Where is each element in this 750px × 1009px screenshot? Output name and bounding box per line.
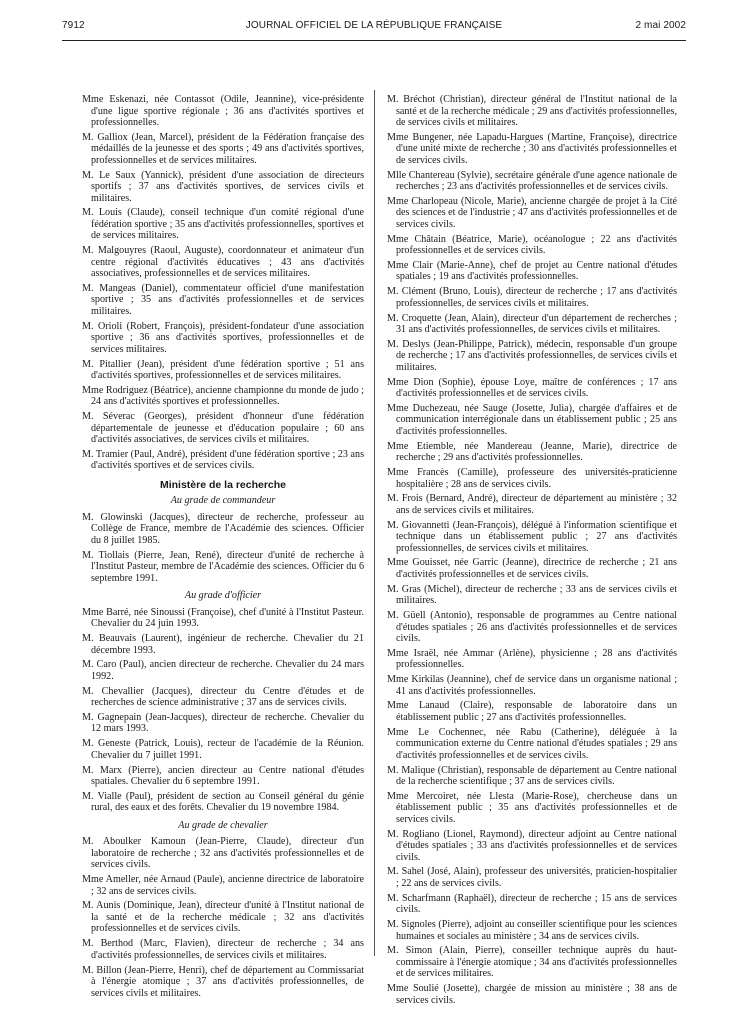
decree-entry: Mme Mercoiret, née Llesta (Marie-Rose), chercheuse dans un établissement public ; 35 ans d'activités professionnelles et de services civils.	[387, 790, 677, 825]
decree-entry: M. Vialle (Paul), président de section au Conseil général du génie rural, des eaux et des forêts. Chevalier du 19 novembre 1984.	[82, 790, 364, 814]
decree-entry: M. Signoles (Pierre), adjoint au conseiller scientifique pour les sciences humaines et sociales au ministère ; 34 ans de services civils.	[387, 919, 677, 942]
decree-entry: M. Scharfmann (Raphaël), directeur de recherche ; 15 ans de services civils.	[387, 892, 677, 916]
decree-entry: Mme Rodriguez (Béatrice), ancienne championne du monde de judo ; 24 ans d'activités sportives et professionnelles.	[82, 384, 364, 408]
decree-entry: M. Séverac (Georges), président d'honneur d'une fédération départementale de jeunesse et d'éducation populaire ; 60 ans d'activités associatives, de services civils et militaires.	[82, 411, 364, 446]
decree-entry: Mme Clair (Marie-Anne), chef de projet au Centre national d'études spatiales ; 19 ans d'activités professionnelles.	[387, 259, 677, 283]
decree-entry: M. Giovannetti (Jean-François), délégué à l'information scientifique et technique dans un établissement public ; 27 ans d'activités professionnelles, de services civils et militaires.	[387, 519, 677, 554]
decree-entry: M. Güell (Antonio), responsable de programmes au Centre national d'études spatiales ; 26 ans d'activités professionnelles et de services civils.	[387, 610, 677, 645]
entry-group-officier	[82, 607, 364, 814]
column-divider	[374, 90, 375, 956]
decree-entry: M. Tramier (Paul, André), président d'une fédération sportive ; 23 ans d'activités sportives et de services civils.	[82, 448, 364, 472]
entry-group-sports	[82, 94, 364, 472]
entry-group-commandeur	[82, 512, 364, 584]
decree-entry: M. Pitallier (Jean), président d'une fédération sportive ; 51 ans d'activités sportives, professionnelles et de services militaires.	[82, 358, 364, 382]
decree-entry: Mme Soulié (Josette), chargée de mission au ministère ; 38 ans de services civils.	[387, 983, 677, 1006]
decree-entry: M. Orioli (Robert, François), président-fondateur d'une association sportive ; 36 ans d'activités sportives, professionnelles et de services militaires.	[82, 320, 364, 355]
decree-entry: M. Beauvais (Laurent), ingénieur de recherche. Chevalier du 21 décembre 1993.	[82, 633, 364, 656]
decree-entry: Mme Etiemble, née Mandereau (Jeanne, Marie), directrice de recherche ; 29 ans d'activités professionnelles.	[387, 440, 677, 464]
decree-entry: M. Malique (Christian), responsable de département au Centre national de la recherche scientifique ; 37 ans de services civils.	[387, 764, 677, 788]
decree-entry: Mme Gouisset, née Garric (Jeanne), directrice de recherche ; 21 ans d'activités professionnelles et de services civils.	[387, 557, 677, 580]
decree-entry: Mme Barré, née Sinoussi (Françoise), chef d'unité à l'Institut Pasteur. Chevalier du 24 juin 1993.	[82, 606, 364, 630]
decree-entry: Mme Bungener, née Lapadu-Hargues (Martine, Françoise), directrice d'une unité mixte de recherche ; 30 ans d'activités professionnelles et de services civils.	[387, 131, 677, 166]
decree-entry: M. Galliox (Jean, Marcel), président de la Fédération française des médaillés de la jeunesse et des sports ; 49 ans d'activités sportives, professionnelles et de services militaires.	[82, 131, 364, 166]
decree-entry: Mme Francès (Camille), professeure des universités-praticienne hospitalière ; 28 ans de services civils.	[387, 467, 677, 490]
decree-entry: M. Billon (Jean-Pierre, Henri), chef de département au Commissariat à l'énergie atomique ; 37 ans d'activités professionnelles, de services civils et militaires.	[82, 964, 364, 999]
issue-date: 2 mai 2002	[635, 20, 686, 31]
decree-entry: M. Clément (Bruno, Louis), directeur de recherche ; 17 ans d'activités professionnelles, de services civils et militaires.	[387, 286, 677, 309]
decree-entry: Mme Israël, née Ammar (Arlène), physicienne ; 28 ans d'activités professionnelles.	[387, 647, 677, 671]
decree-entry: Mme Le Cochennec, née Rabu (Catherine), déléguée à la communication externe du Centre national d'études spatiales ; 29 ans d'activités professionnelles et de services civils.	[387, 726, 677, 761]
decree-entry: Mme Charlopeau (Nicole, Marie), ancienne chargée de projet à la Cité des sciences et de l'industrie ; 47 ans d'activités professionnelles et de services civils.	[387, 195, 677, 230]
decree-entry: Mme Duchezeau, née Sauge (Josette, Julia), chargée d'affaires et de communication interrégionale dans un établissement public ; 25 ans d'activités professionnelles.	[387, 402, 677, 437]
journal-title: JOURNAL OFFICIEL DE LA RÉPUBLIQUE FRANÇAISE	[245, 20, 503, 31]
decree-entry: M. Deslys (Jean-Philippe, Patrick), médecin, responsable d'un groupe de recherche ; 17 ans d'activités professionnelles, de services civils et militaires.	[387, 338, 677, 373]
grade-heading-commandeur: Au grade de commandeur	[170, 495, 276, 507]
decree-entry: Mlle Chantereau (Sylvie), secrétaire générale d'une agence nationale de recherches ; 23 ans d'activités professionnelles et de services civils.	[387, 169, 677, 193]
decree-entry: M. Sahel (José, Alain), professeur des universités, praticien-hospitalier ; 22 ans de services civils.	[387, 866, 677, 889]
decree-entry: M. Rogliano (Lionel, Raymond), directeur adjoint au Centre national d'études spatiales ; 33 ans d'activités professionnelles et de services civils.	[387, 828, 677, 863]
decree-entry: Mme Eskenazi, née Contassot (Odile, Jeannine), vice-présidente d'une ligue sportive régionale ; 36 ans d'activités sportives et professionnelles.	[82, 94, 364, 128]
decree-entry: M. Berthod (Marc, Flavien), directeur de recherche ; 34 ans d'activités professionnelles, de services civils et militaires.	[82, 938, 364, 961]
decree-entry: M. Frois (Bernard, André), directeur de département au ministère ; 32 ans de services civils et militaires.	[387, 493, 677, 516]
decree-entry: M. Gras (Michel), directeur de recherche ; 33 ans de services civils et militaires.	[387, 583, 677, 607]
decree-entry: M. Le Saux (Yannick), président d'une association de directeurs sportifs ; 37 ans d'activités sportives, de services civils et militaires.	[82, 169, 364, 204]
grade-heading-officier: Au grade d'officier	[184, 590, 262, 602]
decree-entry: Mme Lanaud (Claire), responsable de laboratoire dans un établissement public ; 27 ans d'activités professionnelles.	[387, 700, 677, 723]
decree-entry: M. Chevallier (Jacques), directeur du Centre d'études et de recherches de science administrative ; 37 ans de services civils.	[82, 685, 364, 709]
page-number: 7912	[62, 20, 85, 31]
decree-entry: Mme Dion (Sophie), épouse Loye, maître de conférences ; 17 ans d'activités professionnelles et de services civils.	[387, 376, 677, 400]
left-column	[82, 94, 364, 1002]
entry-group-chevalier-left	[82, 836, 364, 999]
right-column	[387, 94, 677, 1009]
decree-entry: M. Caro (Paul), ancien directeur de recherche. Chevalier du 24 mars 1992.	[82, 659, 364, 682]
decree-entry: M. Croquette (Jean, Alain), directeur d'un département de recherches ; 31 ans d'activités professionnelles, de services civils et militaires.	[387, 312, 677, 336]
decree-entry: M. Geneste (Patrick, Louis), recteur de l'académie de la Réunion. Chevalier du 7 juillet 1991.	[82, 738, 364, 761]
grade-heading-chevalier: Au grade de chevalier	[178, 819, 268, 831]
decree-entry: M. Aunis (Dominique, Jean), directeur d'unité à l'Institut national de la santé et de la recherche médicale ; 32 ans d'activités professionnelles et de services civils.	[82, 900, 364, 935]
ministry-title: Ministère de la recherche	[159, 478, 287, 491]
decree-entry: M. Aboulker Kamoun (Jean-Pierre, Claude), directeur d'un laboratoire de recherche ; 32 ans d'activités professionnelles et de services civils.	[82, 836, 364, 871]
decree-entry: M. Gagnepain (Jean-Jacques), directeur de recherche. Chevalier du 12 mars 1993.	[82, 711, 364, 735]
decree-entry: M. Bréchot (Christian), directeur général de l'Institut national de la santé et de la recherche médicale ; 29 ans d'activités professionnelles, de services civils et militaires.	[387, 94, 677, 128]
decree-entry: M. Glowinski (Jacques), directeur de recherche, professeur au Collège de France, membre de l'Académie des sciences. Officier du 8 juillet 1985.	[82, 511, 364, 546]
decree-entry: M. Louis (Claude), conseil technique d'un comité régional d'une fédération sportive ; 35 ans d'activités professionnelles, sportives et de services militaires.	[82, 207, 364, 242]
entry-group-chevalier-right	[387, 94, 677, 1006]
decree-entry: Mme Kirkilas (Jeannine), chef de service dans un organisme national ; 41 ans d'activités professionnelles.	[387, 674, 677, 697]
decree-entry: Mme Ameller, née Arnaud (Paule), ancienne directrice de laboratoire ; 32 ans de services civils.	[82, 874, 364, 897]
decree-entry: M. Simon (Alain, Pierre), conseiller technique auprès du haut-commissaire à l'énergie atomique ; 34 ans d'activités professionnelles et de services militaires.	[387, 945, 677, 980]
decree-entry: M. Malgouyres (Raoul, Auguste), coordonnateur et animateur d'un centre régional d'activités éducatives ; 43 ans d'activités associatives, professionnelles et de services militaires.	[82, 245, 364, 280]
decree-entry: M. Marx (Pierre), ancien directeur au Centre national d'études spatiales. Chevalier du 6 septembre 1991.	[82, 764, 364, 788]
decree-entry: Mme Châtain (Béatrice, Marie), océanologue ; 22 ans d'activités professionnelles et de services civils.	[387, 233, 677, 257]
page-header	[62, 20, 686, 41]
decree-entry: M. Tiollais (Pierre, Jean, René), directeur d'unité de recherche à l'Institut Pasteur, membre de l'Académie des sciences. Officier du 6 septembre 1991.	[82, 549, 364, 584]
decree-entry: M. Mangeas (Daniel), commentateur officiel d'une manifestation sportive ; 35 ans d'activités professionnelles et de services militaires.	[82, 282, 364, 317]
